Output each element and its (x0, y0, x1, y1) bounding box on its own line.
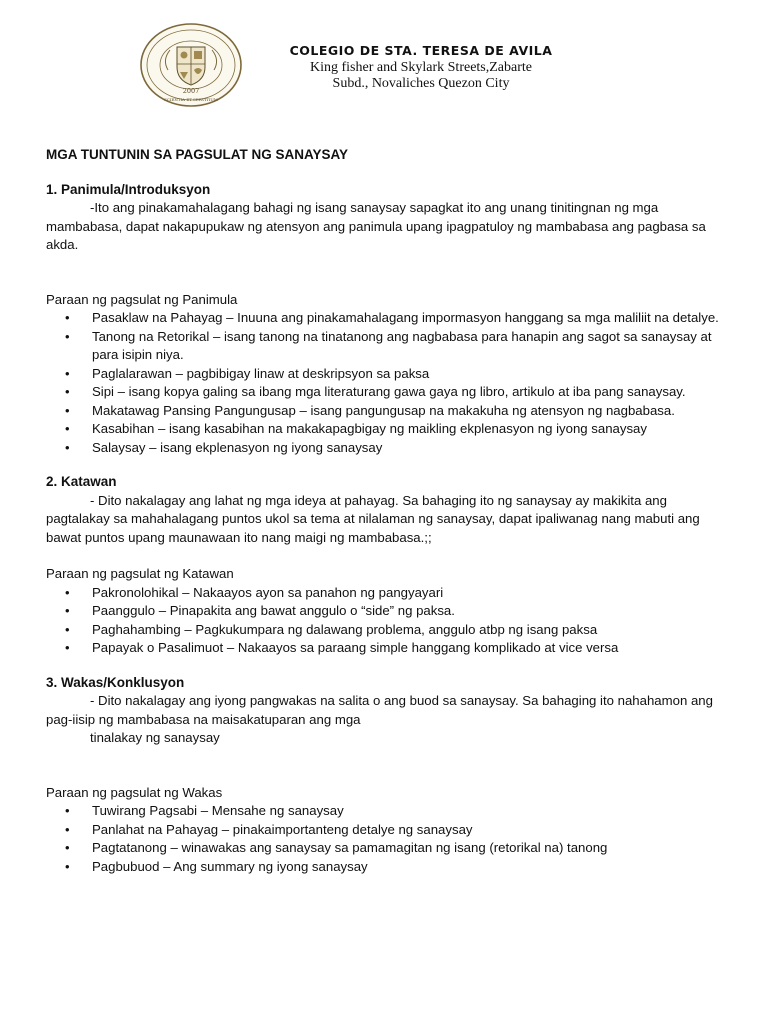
list-item: • Pagbubuod – Ang summary ng iyong sanaysay (46, 858, 720, 877)
methods-list-panimula (46, 309, 720, 457)
list-item: • Tanong na Retorikal – isang tanong na tinatanong ang nagbabasa para hanapin ang sagot sa sanaysay at para isipin niya. (46, 328, 720, 365)
seal-motto: SCIENTIA ET SERVITIUM (164, 97, 218, 102)
list-item: • Salaysay – isang ekplenasyon ng iyong sanaysay (46, 439, 720, 458)
methods-label-katawan: Paraan ng pagsulat ng Katawan (46, 566, 234, 581)
school-name: COLEGIO DE STA. TERESA DE AVILA (289, 43, 553, 58)
school-info (246, 42, 596, 92)
seal-year: 2007 (182, 87, 200, 95)
school-address-line-2: Subd., Novaliches Quezon City (332, 76, 510, 91)
section-paragraph (46, 492, 720, 548)
letterhead (46, 0, 720, 112)
school-seal-logo (138, 22, 244, 108)
section-heading-panimula: 1. Panimula/Introduksyon (46, 181, 211, 197)
methods-list-katawan (46, 584, 720, 658)
list-item: • Sipi – isang kopya galing sa ibang mga literaturang gawa gaya ng libro, artikulo at iba pang sanaysay. (46, 383, 720, 402)
list-item: • Pasaklaw na Pahayag – Inuuna ang pinakamahalagang impormasyon hanggang sa mga maliliit na detalye. (46, 309, 720, 328)
list-item: • Panlahat na Pahayag – pinakaimportanteng detalye ng sanaysay (46, 821, 720, 840)
methods-label-wakas: Paraan ng pagsulat ng Wakas (46, 784, 223, 800)
list-item: • Papayak o Pasalimuot – Nakaayos sa paraang simple hanggang komplikado at vice versa (46, 639, 720, 658)
list-item: • Pakronolohikal – Nakaayos ayon sa panahon ng pangyayari (46, 584, 720, 603)
section-paragraph (46, 199, 720, 255)
list-item: • Makatawag Pansing Pangungusap – isang pangungusap na makakuha ng atensyon ng nagbabasa. (46, 402, 720, 421)
list-item: • Pagtatanong – winawakas ang sanaysay sa pamamagitan ng isang (retorikal na) tanong (46, 839, 720, 858)
section-heading-wakas: 3. Wakas/Konklusyon (46, 674, 185, 690)
section-paragraph-continuation: tinalakay ng sanaysay (90, 730, 220, 745)
section-paragraph (46, 692, 720, 729)
list-item: • Kasabihan – isang kasabihan na makakapagbigay ng maikling ekplenasyon ng iyong sanaysay (46, 420, 720, 439)
section-heading-katawan: 2. Katawan (46, 474, 117, 489)
school-address-line-1: King fisher and Skylark Streets,Zabarte (310, 60, 532, 75)
list-item: • Paglalarawan – pagbibigay linaw at deskripsyon sa paksa (46, 365, 720, 384)
methods-label-panimula: Paraan ng pagsulat ng Panimula (46, 291, 238, 307)
paragraph-text: - Dito nakalagay ang iyong pangwakas na salita o ang buod sa sanaysay. Sa bahaging ito nahahamon ang pag-iisip ng mambabasa na maisakatuparan ang mga (46, 693, 713, 727)
methods-list-wakas (46, 802, 720, 876)
list-item: • Tuwirang Pagsabi – Mensahe ng sanaysay (46, 802, 720, 821)
document-title: MGA TUNTUNIN SA PAGSULAT NG SANAYSAY (46, 147, 349, 162)
paragraph-text: - Dito nakalagay ang lahat ng mga ideya at pahayag. Sa bahaging ito ng sanaysay ay makikita ang pagtalakay sa mahahalagang puntos ukol sa tema at nilalaman ng sanaysay, dapat ipaliwanag nang mabuti ang bawat puntos upang maunawaan ito nang maigi ng mambabasa.;; (46, 492, 700, 545)
list-item: • Paanggulo – Pinapakita ang bawat anggulo o “side” ng paksa. (46, 602, 720, 621)
list-item: • Paghahambing – Pagkukumpara ng dalawang problema, anggulo atbp ng isang paksa (46, 621, 720, 640)
paragraph-text: -Ito ang pinakamahalagang bahagi ng isang sanaysay sapagkat ito ang unang tinitingnan ng mga mambabasa, dapat nakapupukaw ng atensyon ang panimula upang ipagpatuloy ng mambabasa ang pagbasa sa akda. (46, 200, 706, 252)
